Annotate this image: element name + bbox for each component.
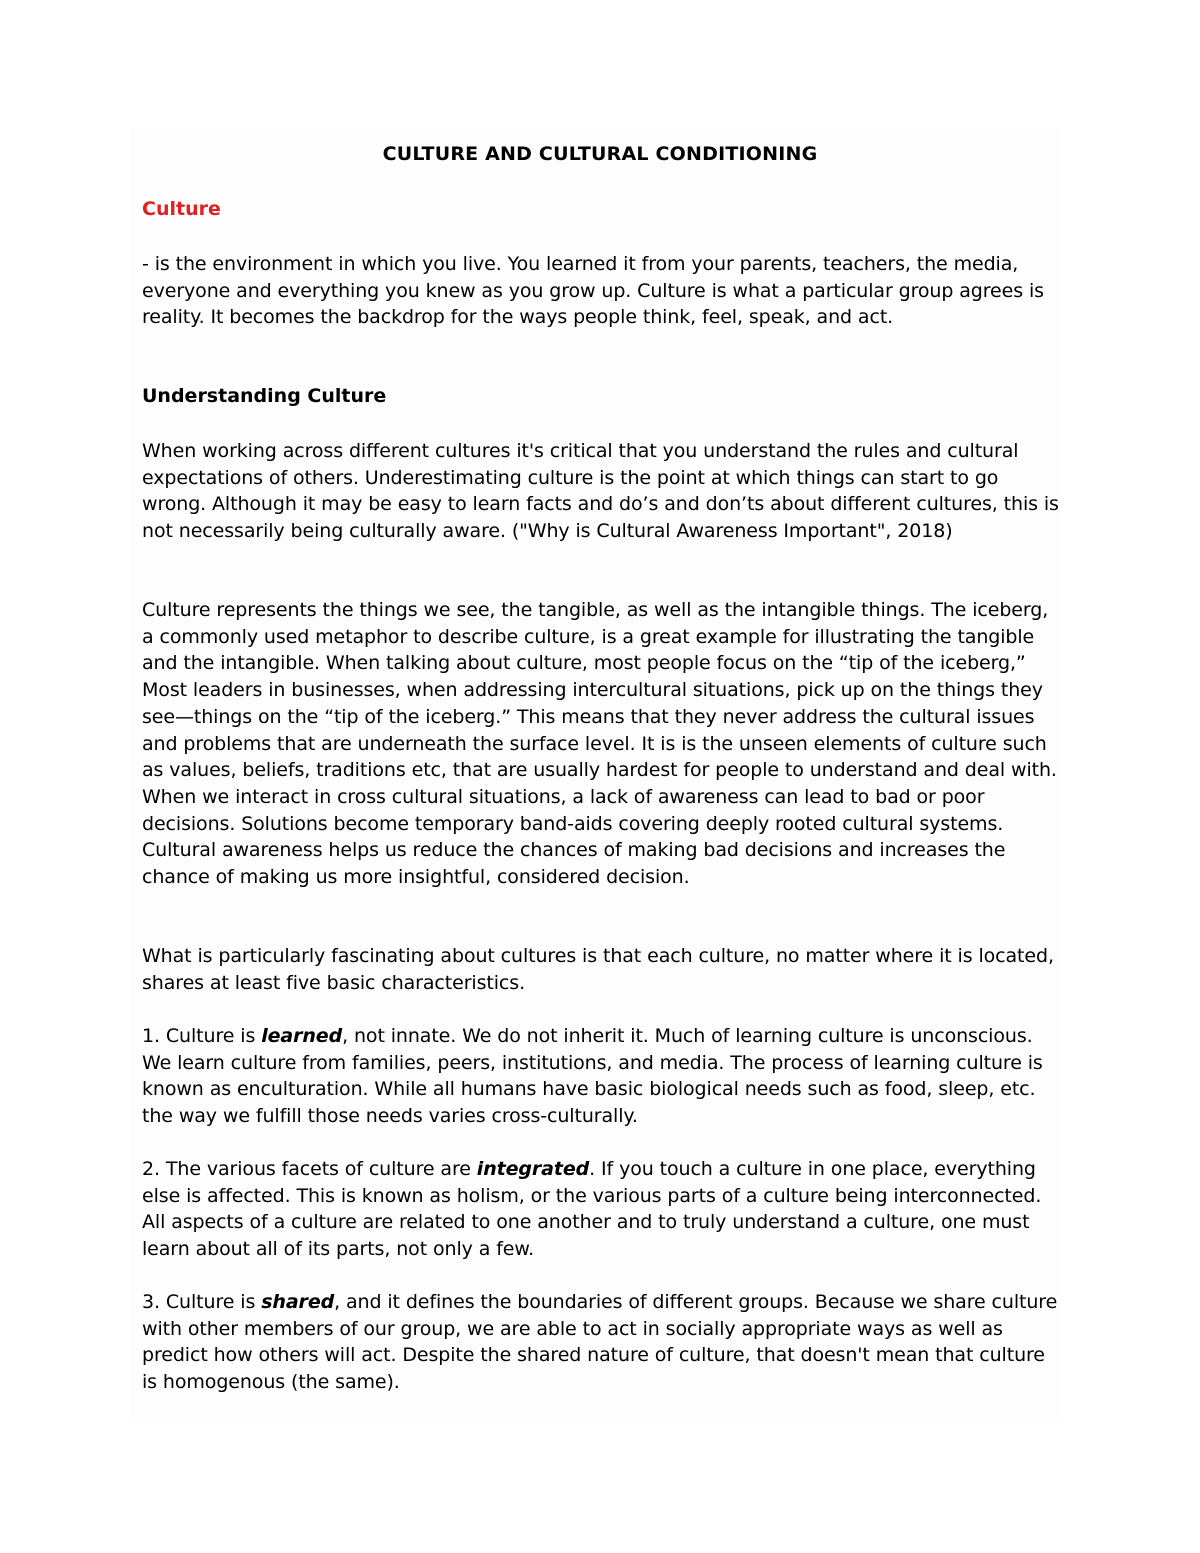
- list-item: [142, 1289, 1060, 1396]
- iceberg-text: Culture represents the things we see, the tangible, as well as the intangible things. The iceberg, a commonly used metaphor to describe culture, is a great example for illustrating the tangible and the intangible. When talking about culture, most people focus on the “tip of the iceberg,” Most leaders in businesses, when addressing intercultural situations, pick up on the things they see—things on the “tip of the iceberg.” This means that they never address the cultural issues and problems that are underneath the surface level. It is is the unseen elements of culture such as values, beliefs, traditions etc, that are usually hardest for people to understand and deal with. When we interact in cross cultural situations, a lack of awareness can lead to bad or poor decisions. Solutions become temporary band-aids covering deeply rooted cultural systems. Cultural awareness helps us reduce the chances of making bad decisions and increases the chance of making us more insightful, considered decision.: [142, 599, 1057, 889]
- culture-definition-text: - is the environment in which you live. You learned it from your parents, teachers, the media, everyone and everything you knew as you grow up. Culture is what a particular group agrees is reality. It becomes the backdrop for the ways people think, feel, speak, and act.: [142, 253, 1044, 329]
- item-keyword: learned: [261, 1025, 343, 1047]
- culture-definition-paragraph: [142, 251, 1060, 331]
- understanding-text: When working across different cultures it's critical that you understand the rules and cultural expectations of others. Underestimating culture is the point at which things can start to go wrong. Although it may be easy to learn facts and do’s and don’ts about different cultures, this is not necessarily being culturally aware. ("Why is Cultural Awareness Important", 2018): [142, 440, 1059, 543]
- characteristic-item-3: [142, 1289, 1060, 1396]
- list-item: [142, 1156, 1060, 1263]
- item-keyword: integrated: [476, 1158, 590, 1180]
- characteristics-intro-text: What is particularly fascinating about cultures is that each culture, no matter where it is located, shares at least five basic characteristics.: [142, 945, 1054, 994]
- culture-heading: Culture: [142, 198, 221, 220]
- characteristic-item-2: [142, 1156, 1060, 1263]
- characteristic-item-1: [142, 1023, 1060, 1130]
- characteristics-intro-paragraph: [142, 943, 1060, 996]
- item-text: , and it defines the boundaries of different groups. Because we share culture with other members of our group, we are able to act in socially appropriate ways as well as predict how others will act. Despite the shared nature of culture, that doesn't mean that culture is homogenous (the same).: [142, 1291, 1058, 1394]
- item-prefix: 1. Culture is: [142, 1025, 262, 1047]
- item-keyword: shared: [261, 1291, 335, 1313]
- iceberg-paragraph: [142, 597, 1060, 891]
- understanding-culture-heading: Understanding Culture: [142, 385, 387, 407]
- document-title: CULTURE AND CULTURAL CONDITIONING: [382, 143, 818, 165]
- item-text: . If you touch a culture in one place, everything else is affected. This is known as holism, or the various parts of a culture being interconnected. All aspects of a culture are related to one another and to truly understand a culture, one must learn about all of its parts, not only a few.: [142, 1158, 1042, 1261]
- list-item: [142, 1023, 1060, 1130]
- item-prefix: 3. Culture is: [142, 1291, 262, 1313]
- item-text: , not innate. We do not inherit it. Much of learning culture is unconscious. We learn culture from families, peers, institutions, and media. The process of learning culture is known as enculturation. While all humans have basic biological needs such as food, sleep, etc. the way we fulfill those needs varies cross-culturally.: [142, 1025, 1043, 1128]
- item-prefix: 2. The various facets of culture are: [142, 1158, 477, 1180]
- understanding-paragraph: [142, 438, 1060, 545]
